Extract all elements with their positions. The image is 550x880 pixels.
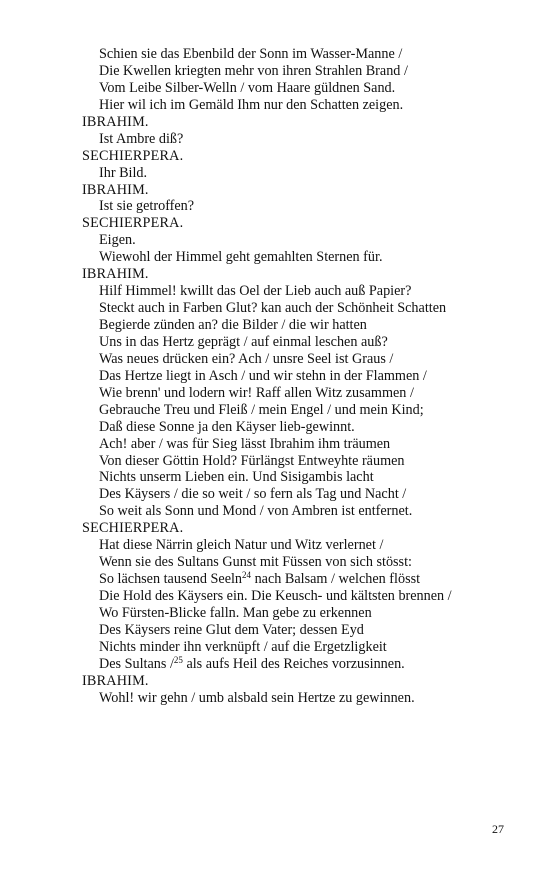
line-text: Steckt auch in Farben Glut? kan auch der Schönheit Schatten — [99, 300, 447, 317]
line-text: Wohl! wir gehn / umb alsbald sein Hertze zu gewinnen. — [99, 689, 415, 706]
line-text: Wo Fürsten-Blicke falln. Man gebe zu erkennen — [99, 604, 372, 621]
line-text-continued: nach Balsam / welchen flösst — [251, 571, 421, 588]
line-text: Daß diese Sonne ja den Käyser lieb-gewinnt. — [99, 418, 355, 435]
line-text: SECHIERPERA. — [82, 147, 184, 164]
verse-line — [82, 571, 522, 588]
verse-line — [82, 453, 522, 470]
verse-line — [82, 97, 522, 114]
speaker-name — [82, 215, 522, 232]
line-text: Wenn sie des Sultans Gunst mit Füssen von sich stösst: — [99, 554, 412, 571]
line-text: Eigen. — [99, 232, 136, 249]
verse-line — [82, 605, 522, 622]
verse-line — [82, 46, 522, 63]
verse-line — [82, 317, 522, 334]
verse-line — [82, 232, 522, 249]
line-text: Schien sie das Ebenbild der Sonn im Wasser-Manne / — [99, 46, 403, 62]
line-text: Die Kwellen kriegten mehr von ihren Strahlen Brand / — [99, 62, 408, 79]
verse-line — [82, 537, 522, 554]
line-text: Wiewohl der Himmel geht gemahlten Sternen für. — [99, 249, 383, 266]
line-text: Ihr Bild. — [99, 164, 148, 181]
verse-line — [82, 63, 522, 80]
line-text: Ist sie getroffen? — [99, 198, 195, 215]
verse-line — [82, 622, 522, 639]
verse-line — [82, 503, 522, 520]
line-text: Begierde zünden an? die Bilder / die wir hatten — [99, 317, 367, 333]
line-text: IBRAHIM. — [82, 672, 149, 689]
verse-line — [82, 131, 522, 148]
speaker-name — [82, 673, 522, 690]
line-text: Des Käysers / die so weit / so fern als Tag und Nacht / — [99, 486, 407, 503]
line-text: IBRAHIM. — [82, 113, 149, 130]
line-text: Wie brenn' und lodern wir! Raff allen Witz zusammen / — [99, 384, 414, 401]
footnote-marker: 24 — [242, 570, 252, 581]
line-text: Hier wil ich im Gemäld Ihm nur den Schatten zeigen. — [99, 96, 404, 113]
line-text: SECHIERPERA. — [82, 215, 184, 232]
play-text — [82, 46, 522, 707]
speaker-name — [82, 148, 522, 165]
verse-line — [82, 368, 522, 385]
verse-line — [82, 198, 522, 215]
line-text: Ist Ambre diß? — [99, 130, 184, 147]
line-text: Nichts minder ihn verknüpft / auf die Ergetzligkeit — [99, 638, 387, 655]
speaker-name — [82, 182, 522, 199]
verse-line — [82, 249, 522, 266]
verse-line — [82, 469, 522, 486]
line-text: Nichts unserm Lieben ein. Und Sisigambis lacht — [99, 469, 374, 486]
verse-line — [82, 656, 522, 673]
line-text: Ach! aber / was für Sieg lässt Ibrahim ihm träumen — [99, 435, 391, 452]
verse-line — [82, 385, 522, 402]
line-text: Hat diese Närrin gleich Natur und Witz verlernet / — [99, 537, 384, 554]
speaker-name — [82, 266, 522, 283]
verse-line — [82, 486, 522, 503]
line-text-continued: als aufs Heil des Reiches vorzusinnen. — [182, 655, 405, 672]
verse-line — [82, 283, 522, 300]
line-text: So lächsen tausend Seeln — [99, 571, 243, 588]
line-text: IBRAHIM. — [82, 266, 149, 283]
speaker-name — [82, 114, 522, 131]
line-text: Uns in das Hertz geprägt / auf einmal leschen auß? — [99, 333, 388, 350]
footnote-marker: 25 — [173, 654, 183, 665]
verse-line — [82, 588, 522, 605]
verse-line — [82, 419, 522, 436]
verse-line — [82, 436, 522, 453]
page-number: 27 — [492, 822, 504, 836]
line-text: So weit als Sonn und Mond / von Ambren ist entfernet. — [99, 503, 413, 520]
line-text: Vom Leibe Silber-Welln / vom Haare güldnen Sand. — [99, 79, 396, 96]
verse-line — [82, 165, 522, 182]
line-text: Gebrauche Treu und Fleiß / mein Engel / und mein Kind; — [99, 401, 424, 418]
line-text: SECHIERPERA. — [82, 520, 184, 537]
line-text: Des Sultans / — [99, 655, 174, 672]
verse-line — [82, 639, 522, 656]
line-text: Die Hold des Käysers ein. Die Keusch- und kältsten brennen / — [99, 588, 452, 604]
verse-line — [82, 334, 522, 351]
line-text: IBRAHIM. — [82, 181, 149, 198]
verse-line — [82, 80, 522, 97]
line-text: Hilf Himmel! kwillt das Oel der Lieb auch auß Papier? — [99, 283, 412, 300]
line-text: Des Käysers reine Glut dem Vater; dessen Eyd — [99, 621, 364, 638]
line-text: Was neues drücken ein? Ach / unsre Seel ist Graus / — [99, 350, 394, 367]
line-text: Das Hertze liegt in Asch / und wir stehn in der Flammen / — [99, 367, 427, 384]
line-text: Von dieser Göttin Hold? Fürlängst Entweyhte räumen — [99, 452, 405, 469]
verse-line — [82, 351, 522, 368]
verse-line — [82, 300, 522, 317]
verse-line — [82, 554, 522, 571]
verse-line — [82, 690, 522, 707]
verse-line — [82, 402, 522, 419]
speaker-name — [82, 520, 522, 537]
